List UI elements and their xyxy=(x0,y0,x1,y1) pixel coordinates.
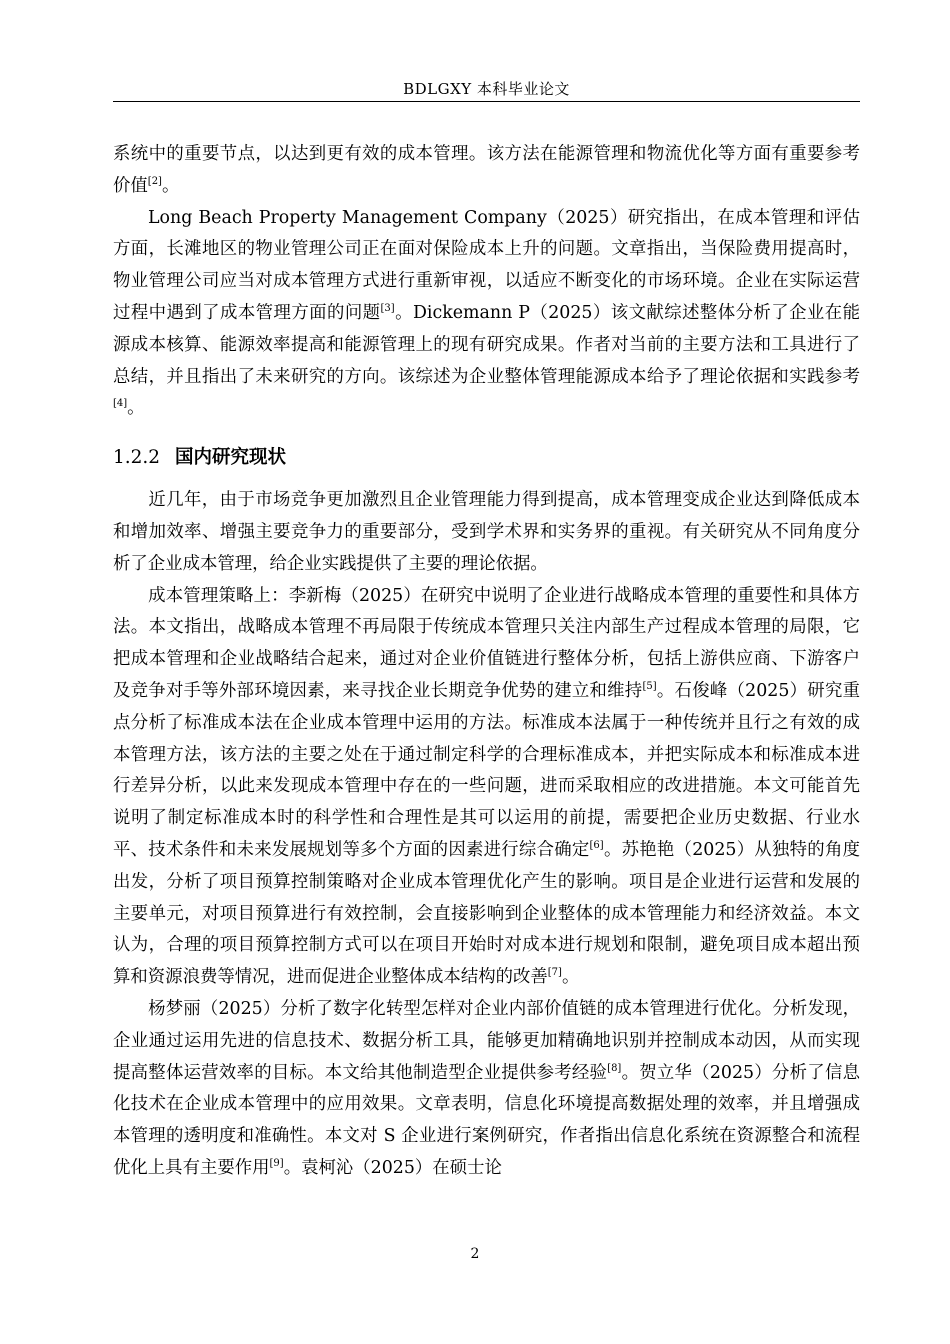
citation-ref: [4] xyxy=(113,398,128,410)
section-heading xyxy=(113,445,860,471)
paragraph: 系统中的重要节点，以达到更有效的成本管理。该方法在能源管理和物流优化等方面有重要参考价值[2]。 xyxy=(113,144,860,196)
header-rule xyxy=(113,101,860,102)
citation-ref: [7] xyxy=(547,967,562,979)
citation-ref: [8] xyxy=(607,1062,622,1074)
page-number: 2 xyxy=(470,1246,480,1262)
header-title: BDLGXY 本科毕业论文 xyxy=(403,80,570,98)
section-title: 国内研究现状 xyxy=(175,447,287,469)
citation-ref: [2] xyxy=(147,175,162,187)
paragraph: 杨梦丽（2025）分析了数字化转型怎样对企业内部价值链的成本管理进行优化。分析发现，企业通过运用先进的信息技术、数据分析工具，能够更加精确地识别并控制成本动因，从而实现提高整体运营效率的目标。本文给其他制造型企业提供参考经验[8]。贺立华（2025）分析了信息化技术在企业成本管理中的应用效果。文章表明，信息化环境提高数据处理的效率，并且增强成本管理的透明度和准确性。本文对 S 企业进行案例研究，作者指出信息化系统在资源整合和流程优化上具有主要作用[9]。袁柯沁（2025）在硕士论 xyxy=(113,998,860,1178)
paragraph: Long Beach Property Management Company（2025）研究指出，在成本管理和评估方面，长滩地区的物业管理公司正在面对保险成本上升的问题。文章指出，当保险费用提高时，物业管理公司应当对成本管理方式进行重新审视，以适应不断变化的市场环境。企业在实际运营过程中遇到了成本管理方面的问题[3]。Dickemann P（2025）该文献综述整体分析了企业在能源成本核算、能源效率提高和能源管理上的现有研究成果。作者对当前的主要方法和工具进行了总结，并且指出了未来研究的方向。该综述为企业整体管理能源成本给予了理论依据和实践参考[4]。 xyxy=(113,207,860,419)
document-body xyxy=(113,139,860,1185)
section-number: 1.2.2 xyxy=(113,447,161,469)
citation-ref: [5] xyxy=(642,680,657,692)
paragraph: 成本管理策略上：李新梅（2025）在研究中说明了企业进行战略成本管理的重要性和具体方法。本文指出，战略成本管理不再局限于传统成本管理只关注内部生产过程成本管理的局限，它把成本管理和企业战略结合起来，通过对企业价值链进行整体分析，包括上游供应商、下游客户及竞争对手等外部环境因素，来寻找企业长期竞争优势的建立和维持[5]。石俊峰（2025）研究重点分析了标准成本法在企业成本管理中运用的方法。标准成本法属于一种传统并且行之有效的成本管理方法，该方法的主要之处在于通过制定科学的合理标准成本，并把实际成本和标准成本进行差异分析，以此来发现成本管理中存在的一些问题，进而采取相应的改进措施。本文可能首先说明了制定标准成本时的科学性和合理性是其可以运用的前提，需要把企业历史数据、行业水平、技术条件和未来发展规划等多个方面的因素进行综合确定[6]。苏艳艳（2025）从独特的角度出发，分析了项目预算控制策略对企业成本管理优化产生的影响。项目是企业进行运营和发展的主要单元，对项目预算进行有效控制，会直接影响到企业整体的成本管理能力和经济效益。本文认为，合理的项目预算控制方式可以在项目开始时对成本进行规划和限制，避免项目成本超出预算和资源浪费等情况，进而促进企业整体成本结构的改善[7]。 xyxy=(113,585,860,988)
citation-ref: [6] xyxy=(589,839,604,851)
citation-ref: [3] xyxy=(380,302,395,314)
page-header xyxy=(113,72,860,102)
citation-ref: [9] xyxy=(269,1157,284,1169)
paragraph: 近几年，由于市场竞争更加激烈且企业管理能力得到提高，成本管理变成企业达到降低成本和增加效率、增强主要竞争力的重要部分，受到学术界和实务界的重视。有关研究从不同角度分析了企业成本管理，给企业实践提供了主要的理论依据。 xyxy=(113,490,860,574)
